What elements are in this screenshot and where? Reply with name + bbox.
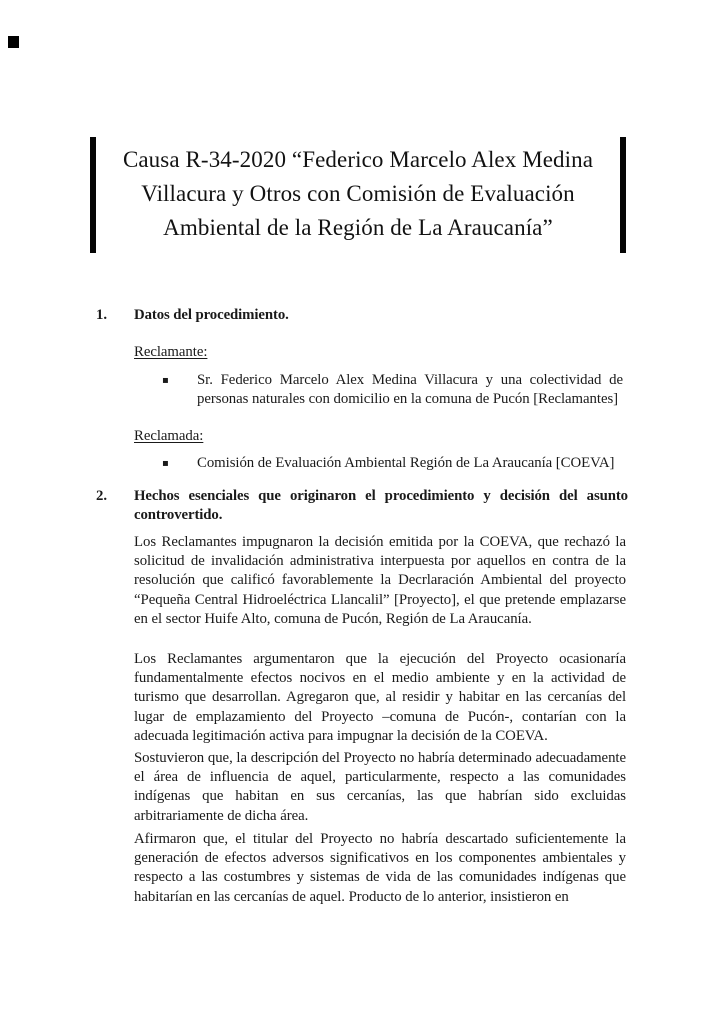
section-1-number: 1. [96, 307, 107, 323]
claimant-label: Reclamante: [134, 344, 208, 360]
bullet-square-icon: ▪ [162, 458, 169, 469]
claimant-list-item [162, 371, 623, 409]
body-paragraph-2: Los Reclamantes argumentaron que la ejecución del Proyecto ocasionaría fundamentalmente efectos nocivos en el medio ambiente y en la actividad de turismo que desarrollan. Agregaron que, al residir y habitar en las cercanías del lugar de emplazamiento del Proyecto –comuna de Pucón-, contarían con la adecuada legitimación activa para impugnar la decisión de la COEVA. [134, 651, 626, 744]
bullet-square-icon: ▪ [162, 375, 169, 386]
case-title-line-1: Causa R-34-2020 “Federico Marcelo Alex Medina [122, 147, 594, 172]
case-title-line-2: Villacura y Otros con Comisión de Evaluación [141, 181, 575, 206]
respondent-label: Reclamada: [134, 428, 204, 444]
claimant-item-text: Sr. Federico Marcelo Alex Medina Villacura y una colectividad de personas naturales con domicilio en la comuna de Pucón [Reclamantes] [197, 372, 623, 408]
case-title-line-3: Ambiental de la Región de La Araucanía” [163, 215, 553, 240]
title-border-right-bar [620, 137, 626, 253]
section-1-heading: Datos del procedimiento. [134, 307, 289, 323]
respondent-item-text: Comisión de Evaluación Ambiental Región de La Araucanía [COEVA] [197, 455, 615, 471]
case-title [96, 143, 620, 245]
body-paragraph-4: Afirmaron que, el titular del Proyecto no habría descartado suficientemente la generación de efectos adversos significativos en los componentes ambientales y respecto a las costumbres y sistemas de vida de las comunidades indígenas que habitarían en las cercanías de aquel. Producto de lo anterior, insistieron en [134, 831, 626, 905]
respondent-list-item [162, 454, 623, 473]
section-2-heading: Hechos esenciales que originaron el procedimiento y decisión del asunto controvertido. [134, 488, 628, 524]
body-paragraph-1: Los Reclamantes impugnaron la decisión emitida por la COEVA, que rechazó la solicitud de invalidación administrativa interpuesta por aquellos en contra de la resolución que calificó favorablemente la Decrlaración Ambiental del proyecto “Pequeña Central Hidroeléctrica Llancalil” [Proyecto], el que pretende emplazarse en el sector Huife Alto, comuna de Pucón, Región de La Araucanía. [134, 534, 626, 627]
scan-artifact-mark [8, 36, 19, 48]
body-paragraph-3: Sostuvieron que, la descripción del Proyecto no habría determinado adecuadamente el área de influencia de aquel, particularmente, respecto a las comunidades indígenas que habitan en sus cercanías, las que habrían sido excluidas arbitrariamente de dicha área. [134, 750, 626, 824]
section-2-number: 2. [96, 488, 107, 504]
